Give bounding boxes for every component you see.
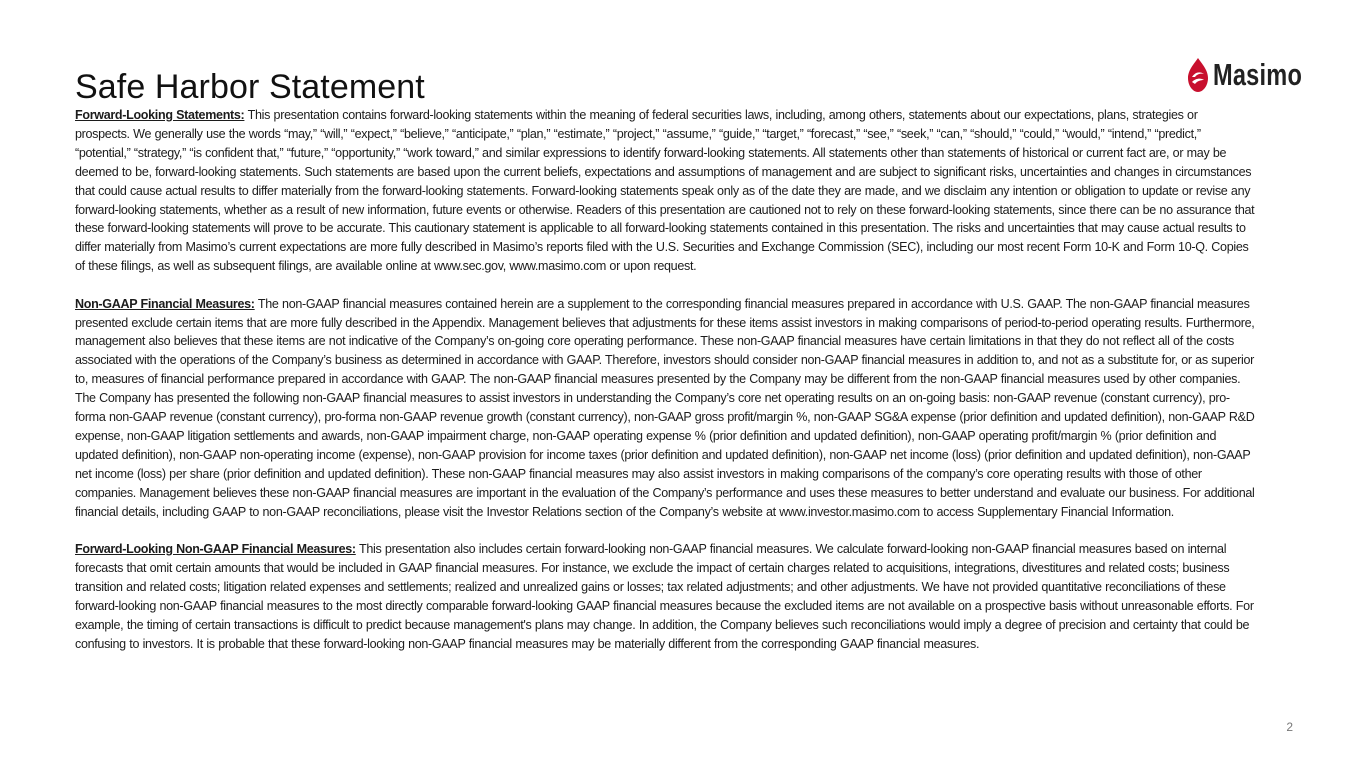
masimo-logo (1187, 57, 1330, 93)
page-title: Safe Harbor Statement (75, 67, 425, 106)
section-heading: Forward-Looking Non-GAAP Financial Measures: (75, 542, 356, 557)
forward-looking-non-gaap-paragraph (75, 540, 1255, 653)
forward-looking-statements-paragraph (75, 106, 1255, 276)
masimo-drop-logo-icon (1187, 58, 1209, 92)
section-heading: Forward-Looking Statements: (75, 108, 245, 122)
masimo-logo-text: Masimo (1213, 57, 1303, 92)
section-body: This presentation contains forward-looking statements within the meaning of federal securities laws, including, among others, statements about our expectations, plans, strategies or prospects. We generally use the words “may,” “will,” “expect,” “believe,” “anticipate,” “plan,” “estimate,” “project,” “assume,” “guide,” “target,” “forecast,” “see,” “seek,” “can,” “should,” “could,” “would,” “intend,” “predict,” “potential,” “strategy,” “is confident that,” “future,” “opportunity,” “work toward,” and similar expressions to identify forward-looking statements. All statements other than statements of historical or current fact are, or may be deemed to be, forward-looking statements. Such statements are based upon the current beliefs, expectations and assumptions of management and are subject to significant risks, uncertainties and changes in circumstances that could cause actual results to differ materially from the forward-looking statements. Forward-looking statements speak only as of the date they are made, and we disclaim any intention or obligation to update or revise any forward-looking statements, whether as a result of new information, future events or otherwise. Readers of this presentation are cautioned not to rely on these forward-looking statements, since there can be no assurance that these forward-looking statements will prove to be accurate. This cautionary statement is applicable to all forward-looking statements contained in this presentation. The risks and uncertainties that may cause actual results to differ materially from Masimo’s current expectations are more fully described in Masimo’s reports filed with the U.S. Securities and Exchange Commission (SEC), including our most recent Form 10-K and Form 10-Q. Copies of these filings, as well as subsequent filings, are available online at www.sec.gov, www.masimo.com or upon request. (75, 108, 1255, 274)
section-heading: Non-GAAP Financial Measures: (75, 296, 255, 311)
non-gaap-measures-paragraph (75, 295, 1255, 522)
disclaimer-body (75, 106, 1255, 653)
section-body: The non-GAAP financial measures contained herein are a supplement to the corresponding financial measures prepared in accordance with U.S. GAAP. The non-GAAP financial measures presented exclude certain items that are more fully described in the Appendix. Management believes that adjustments for these items assist investors in making comparisons of period-to-period operating results. Furthermore, management also believes that these items are not indicative of the Company’s on-going core operating performance. These non-GAAP financial measures have certain limitations in that they do not reflect all of the costs associated with the operations of the Company’s business as determined in accordance with GAAP. Therefore, investors should consider non-GAAP financial measures in addition to, and not as a substitute for, or as superior to, measures of financial performance prepared in accordance with GAAP. The non-GAAP financial measures presented by the Company may be different from the non-GAAP financial measures used by other companies. The Company has presented the following non-GAAP financial measures to assist investors in understanding the Company’s core net operating results on an on-going basis: non-GAAP revenue (constant currency), pro-forma non-GAAP revenue (constant currency), pro-forma non-GAAP revenue growth (constant currency), non-GAAP gross profit/margin %, non-GAAP SG&A expense (prior definition and updated definition), non-GAAP R&D expense, non-GAAP litigation settlements and awards, non-GAAP impairment charge, non-GAAP operating expense % (prior definition and updated definition), non-GAAP operating profit/margin % (prior definition and updated definition), non-GAAP non-operating income (expense), non-GAAP provision for income taxes (prior definition and updated definition), non-GAAP net income (loss) (prior definition and updated definition), non-GAAP net income (loss) per share (prior definition and updated definition). These non-GAAP financial measures may also assist investors in making comparisons of the company’s core operating results with those of other companies. Management believes these non-GAAP financial measures are important in the evaluation of the Company’s performance and uses these measures to better understand and evaluate our business. For additional financial details, including GAAP to non-GAAP reconciliations, please visit the Investor Relations section of the Company’s website at www.investor.masimo.com to access Supplementary Financial Information. (75, 296, 1255, 519)
section-body: This presentation also includes certain forward-looking non-GAAP financial measures. We calculate forward-looking non-GAAP financial measures based on internal forecasts that omit certain amounts that would be included in GAAP financial measures. For instance, we exclude the impact of certain charges related to acquisitions, integrations, divestitures and related costs; business transition and related costs; litigation related expenses and settlements; realized and unrealized gains or losses; tax related adjustments; and other adjustments. We have not provided quantitative reconciliations of these forward-looking non-GAAP financial measures to the most directly comparable forward-looking GAAP financial measures because the excluded items are not available on a prospective basis without unreasonable efforts. For example, the timing of certain transactions is difficult to predict because management's plans may change. In addition, the Company believes such reconciliations would imply a degree of precision and certainty that could be confusing to investors. It is probable that these forward-looking non-GAAP financial measures may be materially different from the corresponding GAAP financial measures. (75, 542, 1254, 651)
page-number: 2 (1286, 720, 1293, 734)
